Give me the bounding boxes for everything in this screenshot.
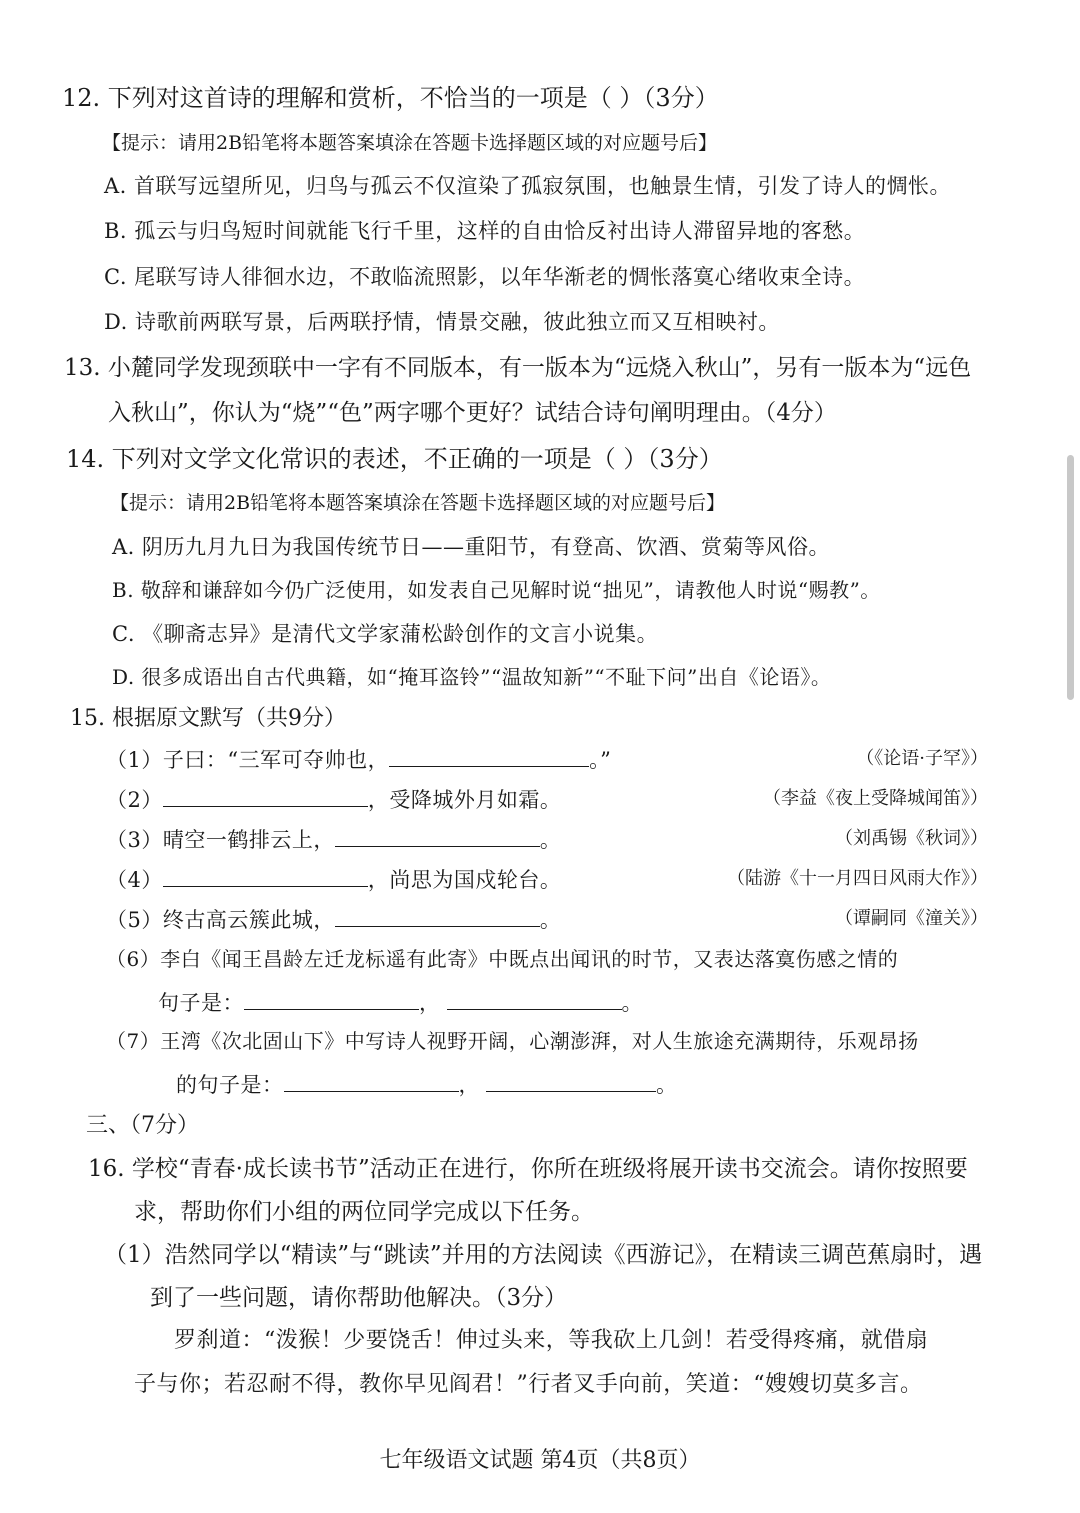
q14-option-a: A. 阴历九月九日为我国传统节日——重阳节，有登高、饮酒、赏菊等风俗。 xyxy=(112,535,831,559)
q16-quote-line-2: 子与你；若忍耐不得，教你早见阎君！”行者叉手向前，笑道：“嫂嫂切莫多言。 xyxy=(134,1372,923,1397)
q16-sub1-line-1: （1）浩然同学以“精读”与“跳读”并用的方法阅读《西游记》，在精读三调芭蕉扇时，遇 xyxy=(104,1242,983,1268)
q12-option-d: D. 诗歌前两联写景，后两联抒情，情景交融，彼此独立而又互相映衬。 xyxy=(104,310,780,334)
q15-item-7-prompt: 的句子是： xyxy=(176,1073,284,1097)
q15-item-6-line-1: （6）李白《闻王昌龄左迁龙标遥有此寄》中既点出闻讯的时节，又表达落寞伤感之情的 xyxy=(106,947,899,971)
q14-option-d: D. 很多成语出自古代典籍，如“掩耳盗铃”“温故知新”“不耻下问”出自《论语》。 xyxy=(112,665,832,689)
q13-line-1: 13. 小麓同学发现颈联中一字有不同版本，有一版本为“远烧入秋山”，另有一版本为“远色 xyxy=(64,355,972,381)
answer-blank[interactable] xyxy=(163,868,368,887)
q14-tip: 【提示：请用2B铅笔将本题答案填涂在答题卡选择题区域的对应题号后】 xyxy=(110,492,726,514)
q15-item-4-end: ，尚思为国戍轮台。 xyxy=(367,868,562,892)
q15-item-7-line-1: （7）王湾《次北固山下》中写诗人视野开阔，心潮澎湃，对人生旅途充满期待，乐观昂扬 xyxy=(106,1029,919,1053)
q15-item-1-text: （1）子曰：“三军可夺帅也， xyxy=(106,748,390,772)
q16-quote-line-1: 罗刹道：“泼猴！少要饶舌！伸过头来，等我砍上几剑！若受得疼痛，就借扇 xyxy=(174,1328,929,1353)
q15-item-3-text: （3）晴空一鹤排云上， xyxy=(106,828,335,852)
q12-option-b: B. 孤云与归鸟短时间就能飞行千里，这样的自由恰反衬出诗人滞留异地的客愁。 xyxy=(104,219,866,243)
answer-blank[interactable] xyxy=(335,908,540,927)
q15-item-6-prompt: 句子是： xyxy=(158,991,244,1015)
q15-item-5-text: （5）终古高云簇此城， xyxy=(106,908,335,932)
period: 。 xyxy=(621,991,643,1015)
answer-blank[interactable] xyxy=(244,991,419,1010)
period: 。 xyxy=(656,1073,678,1097)
q15-item-5-source: （谭嗣同《潼关》） xyxy=(835,908,988,929)
page-footer: 七年级语文试题 第4页（共8页） xyxy=(379,1448,701,1473)
q15-item-3 xyxy=(106,828,561,851)
q15-item-1-source: （《论语·子罕》） xyxy=(856,748,988,769)
q12-option-a: A. 首联写远望所见，归鸟与孤云不仅渲染了孤寂氛围，也触景生情，引发了诗人的惆怅。 xyxy=(104,174,952,198)
q15-item-4-text: （4） xyxy=(106,868,163,892)
q12-tip: 【提示：请用2B铅笔将本题答案填涂在答题卡选择题区域的对应题号后】 xyxy=(102,132,718,154)
q15-item-2 xyxy=(106,788,561,811)
comma: ， xyxy=(458,1073,480,1097)
q15-item-2-text: （2） xyxy=(106,788,163,812)
q14-option-b: B. 敬辞和谦辞如今仍广泛使用，如发表自己见解时说“拙见”，请教他人时说“赐教”。 xyxy=(112,578,881,602)
q12-stem: 12. 下列对这首诗的理解和赏析，不恰当的一项是（ ）（3分） xyxy=(62,84,719,112)
answer-blank[interactable] xyxy=(284,1073,459,1092)
q15-item-5-end: 。 xyxy=(539,908,562,932)
answer-blank[interactable] xyxy=(335,828,540,847)
q15-item-4-source: （陆游《十一月四日风雨大作》） xyxy=(727,868,988,889)
q15-item-2-end: ，受降城外月如霜。 xyxy=(367,788,562,812)
answer-blank[interactable] xyxy=(163,788,368,807)
q15-item-3-source: （刘禹锡《秋词》） xyxy=(835,828,988,849)
q15-item-7-line-2 xyxy=(176,1073,678,1096)
q15-item-5 xyxy=(106,908,561,931)
q15-item-1 xyxy=(106,748,611,771)
section-3-heading: 三、（7分） xyxy=(86,1113,199,1138)
q15-item-3-end: 。 xyxy=(539,828,562,852)
q16-line-1: 16. 学校“青春·成长读书节”活动正在进行，你所在班级将展开读书交流会。请你按照要 xyxy=(88,1156,968,1182)
q12-option-c: C. 尾联写诗人徘徊水边，不敢临流照影，以年华渐老的惆怅落寞心绪收束全诗。 xyxy=(104,265,866,289)
scrollbar[interactable] xyxy=(1067,455,1074,700)
q15-item-4 xyxy=(106,868,561,891)
q15-item-2-source: （李益《夜上受降城闻笛》） xyxy=(763,788,988,809)
q14-option-c: C. 《聊斋志异》是清代文学家蒲松龄创作的文言小说集。 xyxy=(112,622,659,646)
q14-stem: 14. 下列对文学文化常识的表述，不正确的一项是（ ）（3分） xyxy=(66,445,723,473)
q16-line-2: 求，帮助你们小组的两位同学完成以下任务。 xyxy=(134,1199,594,1225)
q13-line-2: 入秋山”，你认为“烧”“色”两字哪个更好？试结合诗句阐明理由。（4分） xyxy=(108,400,837,426)
q15-item-6-line-2 xyxy=(158,991,643,1014)
comma: ， xyxy=(419,991,441,1015)
answer-blank[interactable] xyxy=(389,748,589,767)
q16-sub1-line-2: 到了一些问题，请你帮助他解决。（3分） xyxy=(150,1285,568,1311)
answer-blank[interactable] xyxy=(486,1073,656,1092)
q15-item-1-end: 。” xyxy=(589,748,612,772)
answer-blank[interactable] xyxy=(447,991,622,1010)
q15-title: 15. 根据原文默写（共9分） xyxy=(70,706,346,731)
